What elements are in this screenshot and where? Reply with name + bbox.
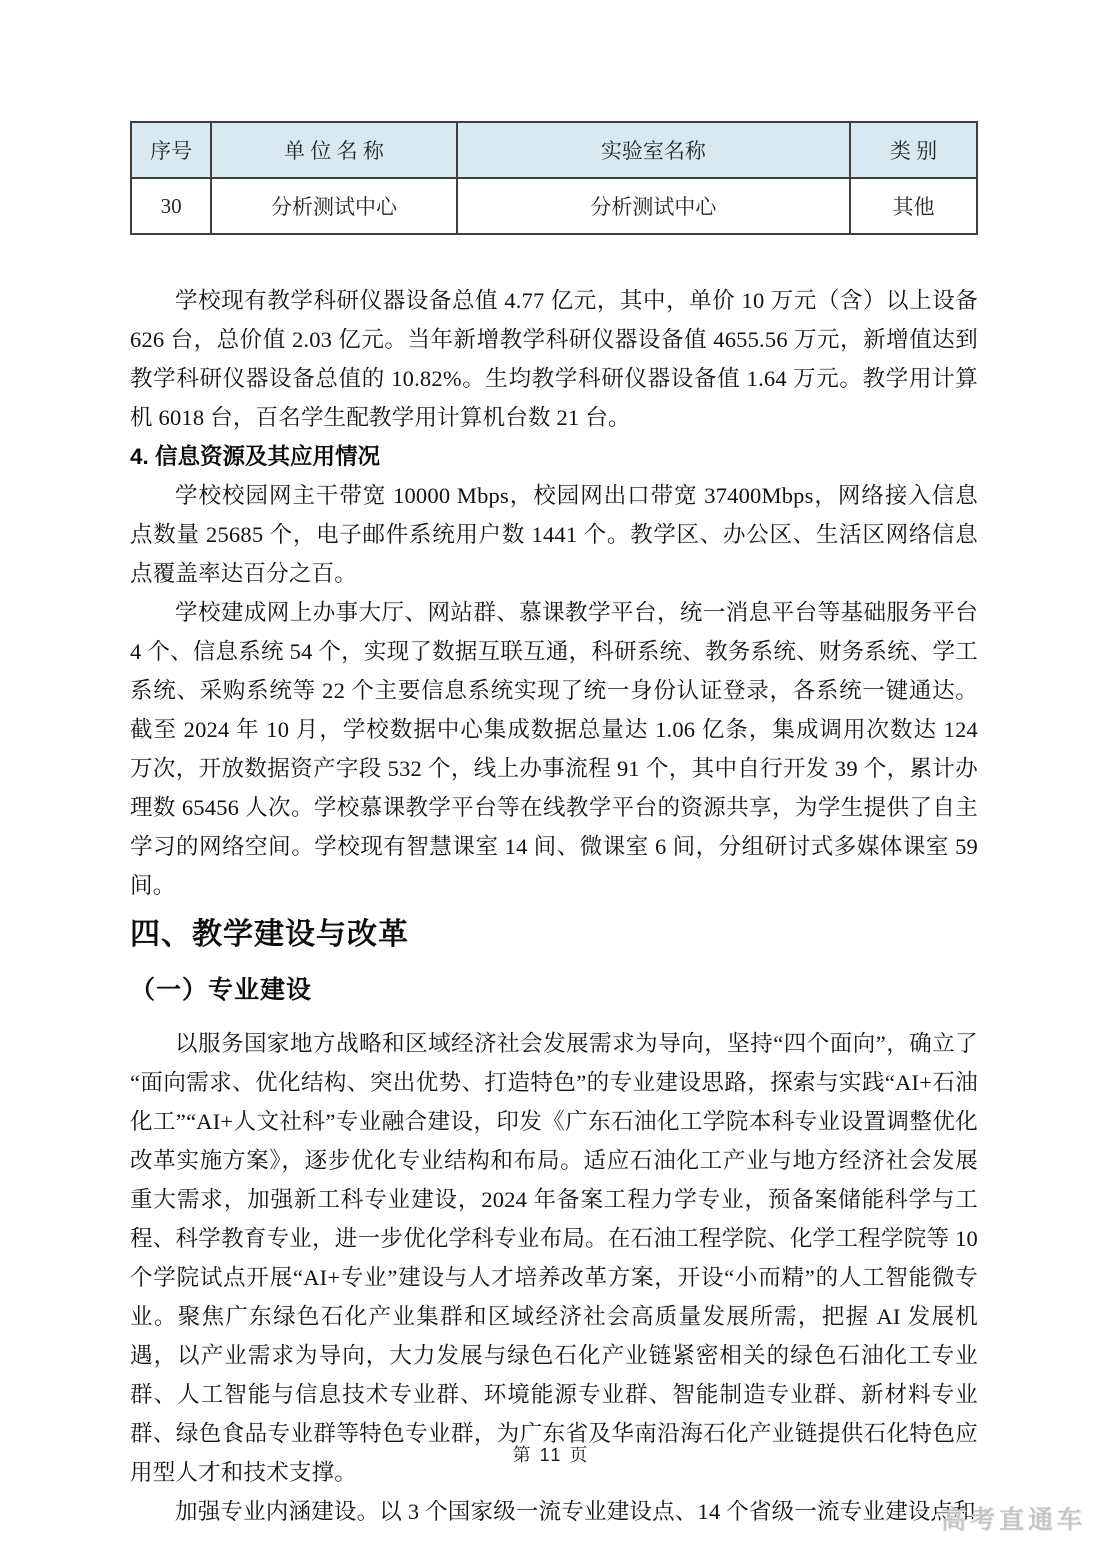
lab-table — [130, 121, 978, 235]
paragraph-network: 学校校园网主干带宽 10000 Mbps，校园网出口带宽 37400Mbps，网络接入信息点数量 25685 个，电子邮件系统用户数 1441 个。教学区、办公区、生活区网络信息点覆盖率达百分之百。 — [130, 483, 978, 586]
table-header-lab: 实验室名称 — [457, 122, 850, 178]
heading-chapter: 四、教学建设与改革 — [130, 918, 409, 951]
table-header-unit: 单 位 名 称 — [211, 122, 456, 178]
table-header-row — [131, 122, 977, 178]
table-cell-unit: 分析测试中心 — [211, 178, 456, 234]
watermark: 高考直通车 — [940, 1506, 1086, 1534]
table-cell-cat: 其他 — [850, 178, 977, 234]
paragraph-equipment: 学校现有教学科研仪器设备总值 4.77 亿元，其中，单价 10 万元（含）以上设备 626 台，总价值 2.03 亿元。当年新增教学科研仪器设备值 4655.56 万元，新增值达到教学科研仪器设备总值的 10.82%。生均教学科研仪器设备值 1.64 万元。教学用计算机 6018 台，百名学生配教学用计算机台数 21 台。 — [130, 288, 978, 430]
table-header-seq: 序号 — [131, 122, 211, 178]
table-cell-lab: 分析测试中心 — [457, 178, 850, 234]
page-number: 第 11 页 — [512, 1445, 590, 1465]
paragraph-major-construction: 以服务国家地方战略和区域经济社会发展需求为导向，坚持“四个面向”，确立了“面向需求、优化结构、突出优势、打造特色”的专业建设思路，探索与实践“AI+石油化工”“AI+人文社科”专业融合建设，印发《广东石油化工学院本科专业设置调整优化改革实施方案》，逐步优化专业结构和布局。适应石油化工产业与地方经济社会发展重大需求，加强新工科专业建设，2024 年备案工程力学专业，预备案储能科学与工程、科学教育专业，进一步优化学科专业布局。在石油工程学院、化学工程学院等 10 个学院试点开展“AI+专业”建设与人才培养改革方案，开设“小而精”的人工智能微专业。聚焦广东绿色石化产业集群和区域经济社会高质量发展所需，把握 AI 发展机遇，以产业需求为导向，大力发展与绿色石化产业链紧密相关的绿色石油化工专业群、人工智能与信息技术专业群、环境能源专业群、智能制造专业群、新材料专业群、绿色食品专业群等特色专业群，为广东省及华南沿海石化产业链提供石化特色应用型人才和技术支撑。 — [130, 1031, 978, 1485]
table-header-cat: 类 别 — [850, 122, 977, 178]
paragraph-connotation: 加强专业内涵建设。以 3 个国家级一流专业建设点、14 个省级一流专业建设点和 — [175, 1499, 976, 1524]
table-row — [131, 178, 977, 234]
paragraph-platform: 学校建成网上办事大厅、网站群、慕课教学平台，统一消息平台等基础服务平台 4 个、信息系统 54 个，实现了数据互联互通，科研系统、教务系统、财务系统、学工系统、采购系统等 22 个主要信息系统实现了统一身份认证登录，各系统一键通达。截至 2024 年 10 月，学校数据中心集成数据总量达 1.06 亿条，集成调用次数达 124 万次，开放数据资产字段 532 个，线上办事流程 91 个，其中自行开发 39 个，累计办理数 65456 人次。学校慕课教学平台等在线教学平台的资源共享，为学生提供了自主学习的网络空间。学校现有智慧课室 14 间、微课室 6 间，分组研讨式多媒体课室 59 间。 — [130, 600, 978, 898]
table-cell-seq: 30 — [131, 178, 211, 234]
heading-subsection: （一）专业建设 — [130, 976, 313, 1004]
page-content — [130, 0, 978, 1531]
heading-info-resources: 4. 信息资源及其应用情况 — [130, 444, 381, 469]
